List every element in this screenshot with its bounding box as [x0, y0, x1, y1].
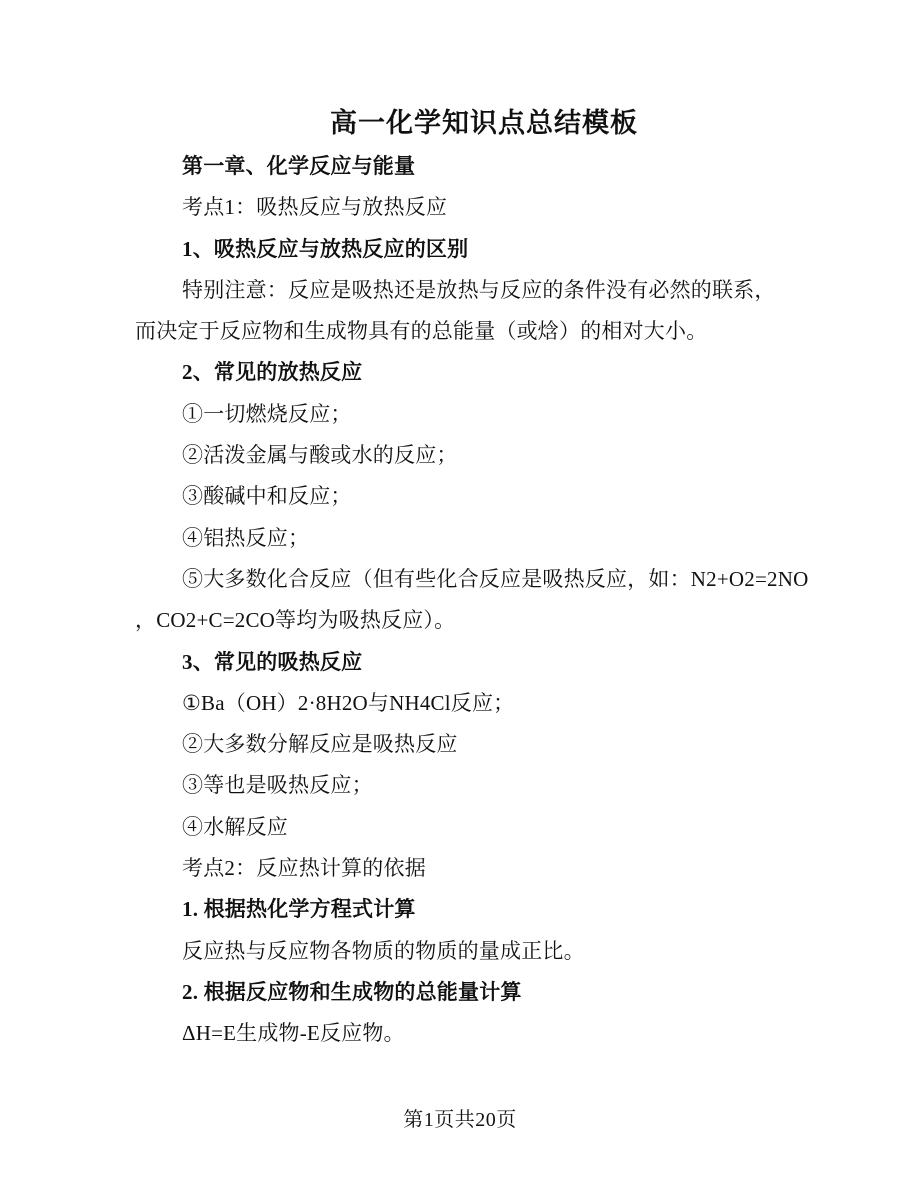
text-line: 1. 根据热化学方程式计算 [182, 897, 416, 922]
page-number-footer: 第1页共20页 [403, 1109, 517, 1131]
text-line: ②大多数分解反应是吸热反应 [182, 732, 458, 757]
text-line: ，CO2+C=2CO等均为吸热反应）。 [135, 608, 456, 633]
text-line: 反应热与反应物各物质的物质的量成正比。 [182, 938, 585, 963]
text-line: ΔH=E生成物-E反应物。 [182, 1021, 405, 1046]
text-line: ②活泼金属与酸或水的反应； [182, 443, 458, 468]
document-title: 高一化学知识点总结模板 [330, 108, 638, 138]
text-line: ④水解反应 [182, 814, 288, 839]
text-line: 2、常见的放热反应 [182, 360, 363, 385]
text-line: 1、吸热反应与放热反应的区别 [182, 236, 469, 261]
text-line: ④铝热反应； [182, 525, 310, 550]
text-line: 3、常见的吸热反应 [182, 649, 363, 674]
text-line: 考点2：反应热计算的依据 [182, 856, 426, 881]
text-line: 2. 根据反应物和生成物的总能量计算 [182, 979, 522, 1004]
text-line: 考点1：吸热反应与放热反应 [182, 195, 448, 220]
text-line: 特别注意：反应是吸热还是放热与反应的条件没有必然的联系， [182, 277, 776, 302]
document-body [135, 146, 809, 1055]
document-content [135, 100, 809, 1055]
text-line: 第一章、化学反应与能量 [182, 154, 416, 178]
text-line: 而决定于反应物和生成物具有的总能量（或焓）的相对大小。 [135, 319, 708, 344]
text-line: ①一切燃烧反应； [182, 401, 352, 426]
text-line: ⑤大多数化合反应（但有些化合反应是吸热反应，如：N2+O2=2NO [182, 566, 809, 591]
text-line: ①Ba（OH）2·8H2O与NH4Cl反应； [182, 690, 515, 715]
text-line: ③酸碱中和反应； [182, 484, 352, 509]
text-line: ③等也是吸热反应； [182, 773, 373, 798]
